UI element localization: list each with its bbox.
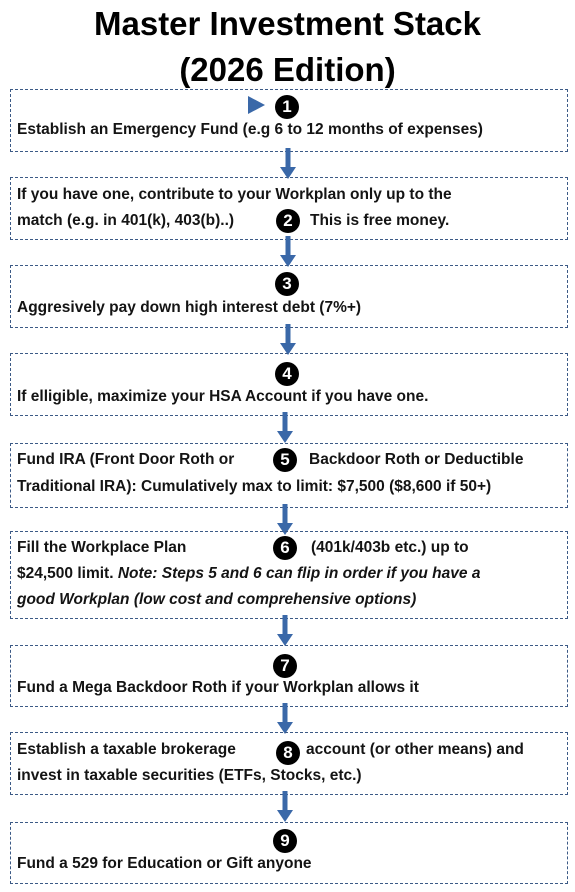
step-8-text-line-1b: account (or other means) and [306, 741, 524, 758]
step-5-box [10, 443, 568, 508]
step-8-text-line-1a: Establish a taxable brokerage [17, 741, 236, 758]
arrow-down-icon [280, 236, 296, 268]
arrow-down-icon [280, 324, 296, 356]
step-3-box [10, 265, 568, 328]
step-2-box [10, 177, 568, 240]
step-6-note-text: Note: Steps 5 and 6 can flip in order if you have a [117, 565, 481, 582]
arrow-down-icon [277, 703, 293, 735]
step-5-text-line-2: Traditional IRA): Cumulatively max to limit: $7,500 ($8,600 if 50+) [17, 478, 492, 495]
step-6-number-badge: 6 [273, 536, 297, 560]
step-5-text-line-1a: Fund IRA (Front Door Roth or [17, 451, 235, 468]
step-6-note-text-continued: good Workplan (low cost and comprehensive options) [17, 591, 417, 608]
step-7-text: Fund a Mega Backdoor Roth if your Workplan allows it [17, 679, 419, 696]
step-6-text-line-2 [17, 563, 480, 585]
step-5-text-line-1b: Backdoor Roth or Deductible [309, 451, 524, 468]
step-4-number-badge: 4 [275, 362, 299, 386]
arrow-down-icon [277, 791, 293, 823]
step-8-box [10, 732, 568, 795]
arrow-down-icon [280, 148, 296, 180]
step-9-box [10, 822, 568, 884]
step-1-text: Establish an Emergency Fund (e.g 6 to 12 months of expenses) [17, 121, 483, 138]
step-1-box [10, 89, 568, 152]
page-title-line-2: (2026 Edition) [179, 51, 396, 88]
step-8-number-badge: 8 [276, 741, 300, 765]
step-6-box [10, 531, 568, 619]
step-2-text-line-2a: match (e.g. in 401(k), 403(b)..) [17, 212, 235, 229]
step-1-number-badge: 1 [275, 95, 299, 119]
arrow-down-icon [277, 615, 293, 647]
step-5-number-badge: 5 [273, 448, 297, 472]
step-2-text-line-1: If you have one, contribute to your Workplan only up to the [17, 186, 452, 203]
step-6-limit-text: $24,500 limit. [17, 565, 114, 582]
step-8-text-line-2: invest in taxable securities (ETFs, Stocks, etc.) [17, 767, 362, 784]
step-7-number-badge: 7 [273, 654, 297, 678]
step-2-number-badge: 2 [276, 209, 300, 233]
step-3-number-badge: 3 [275, 272, 299, 296]
step-6-text-line-1b: (401k/403b etc.) up to [311, 539, 469, 556]
step-4-box [10, 353, 568, 416]
pointer-icon [246, 95, 266, 115]
step-2-text-line-2b: This is free money. [310, 212, 450, 229]
page-title-line-1: Master Investment Stack [94, 5, 481, 42]
arrow-down-icon [277, 412, 293, 444]
step-9-number-badge: 9 [273, 829, 297, 853]
step-7-box [10, 645, 568, 707]
step-6-text-line-3 [17, 589, 416, 611]
step-4-text: If elligible, maximize your HSA Account if you have one. [17, 388, 429, 405]
step-6-text-line-1a: Fill the Workplace Plan [17, 539, 187, 556]
step-9-text: Fund a 529 for Education or Gift anyone [17, 855, 312, 872]
step-3-text: Aggresively pay down high interest debt (7%+) [17, 299, 362, 316]
